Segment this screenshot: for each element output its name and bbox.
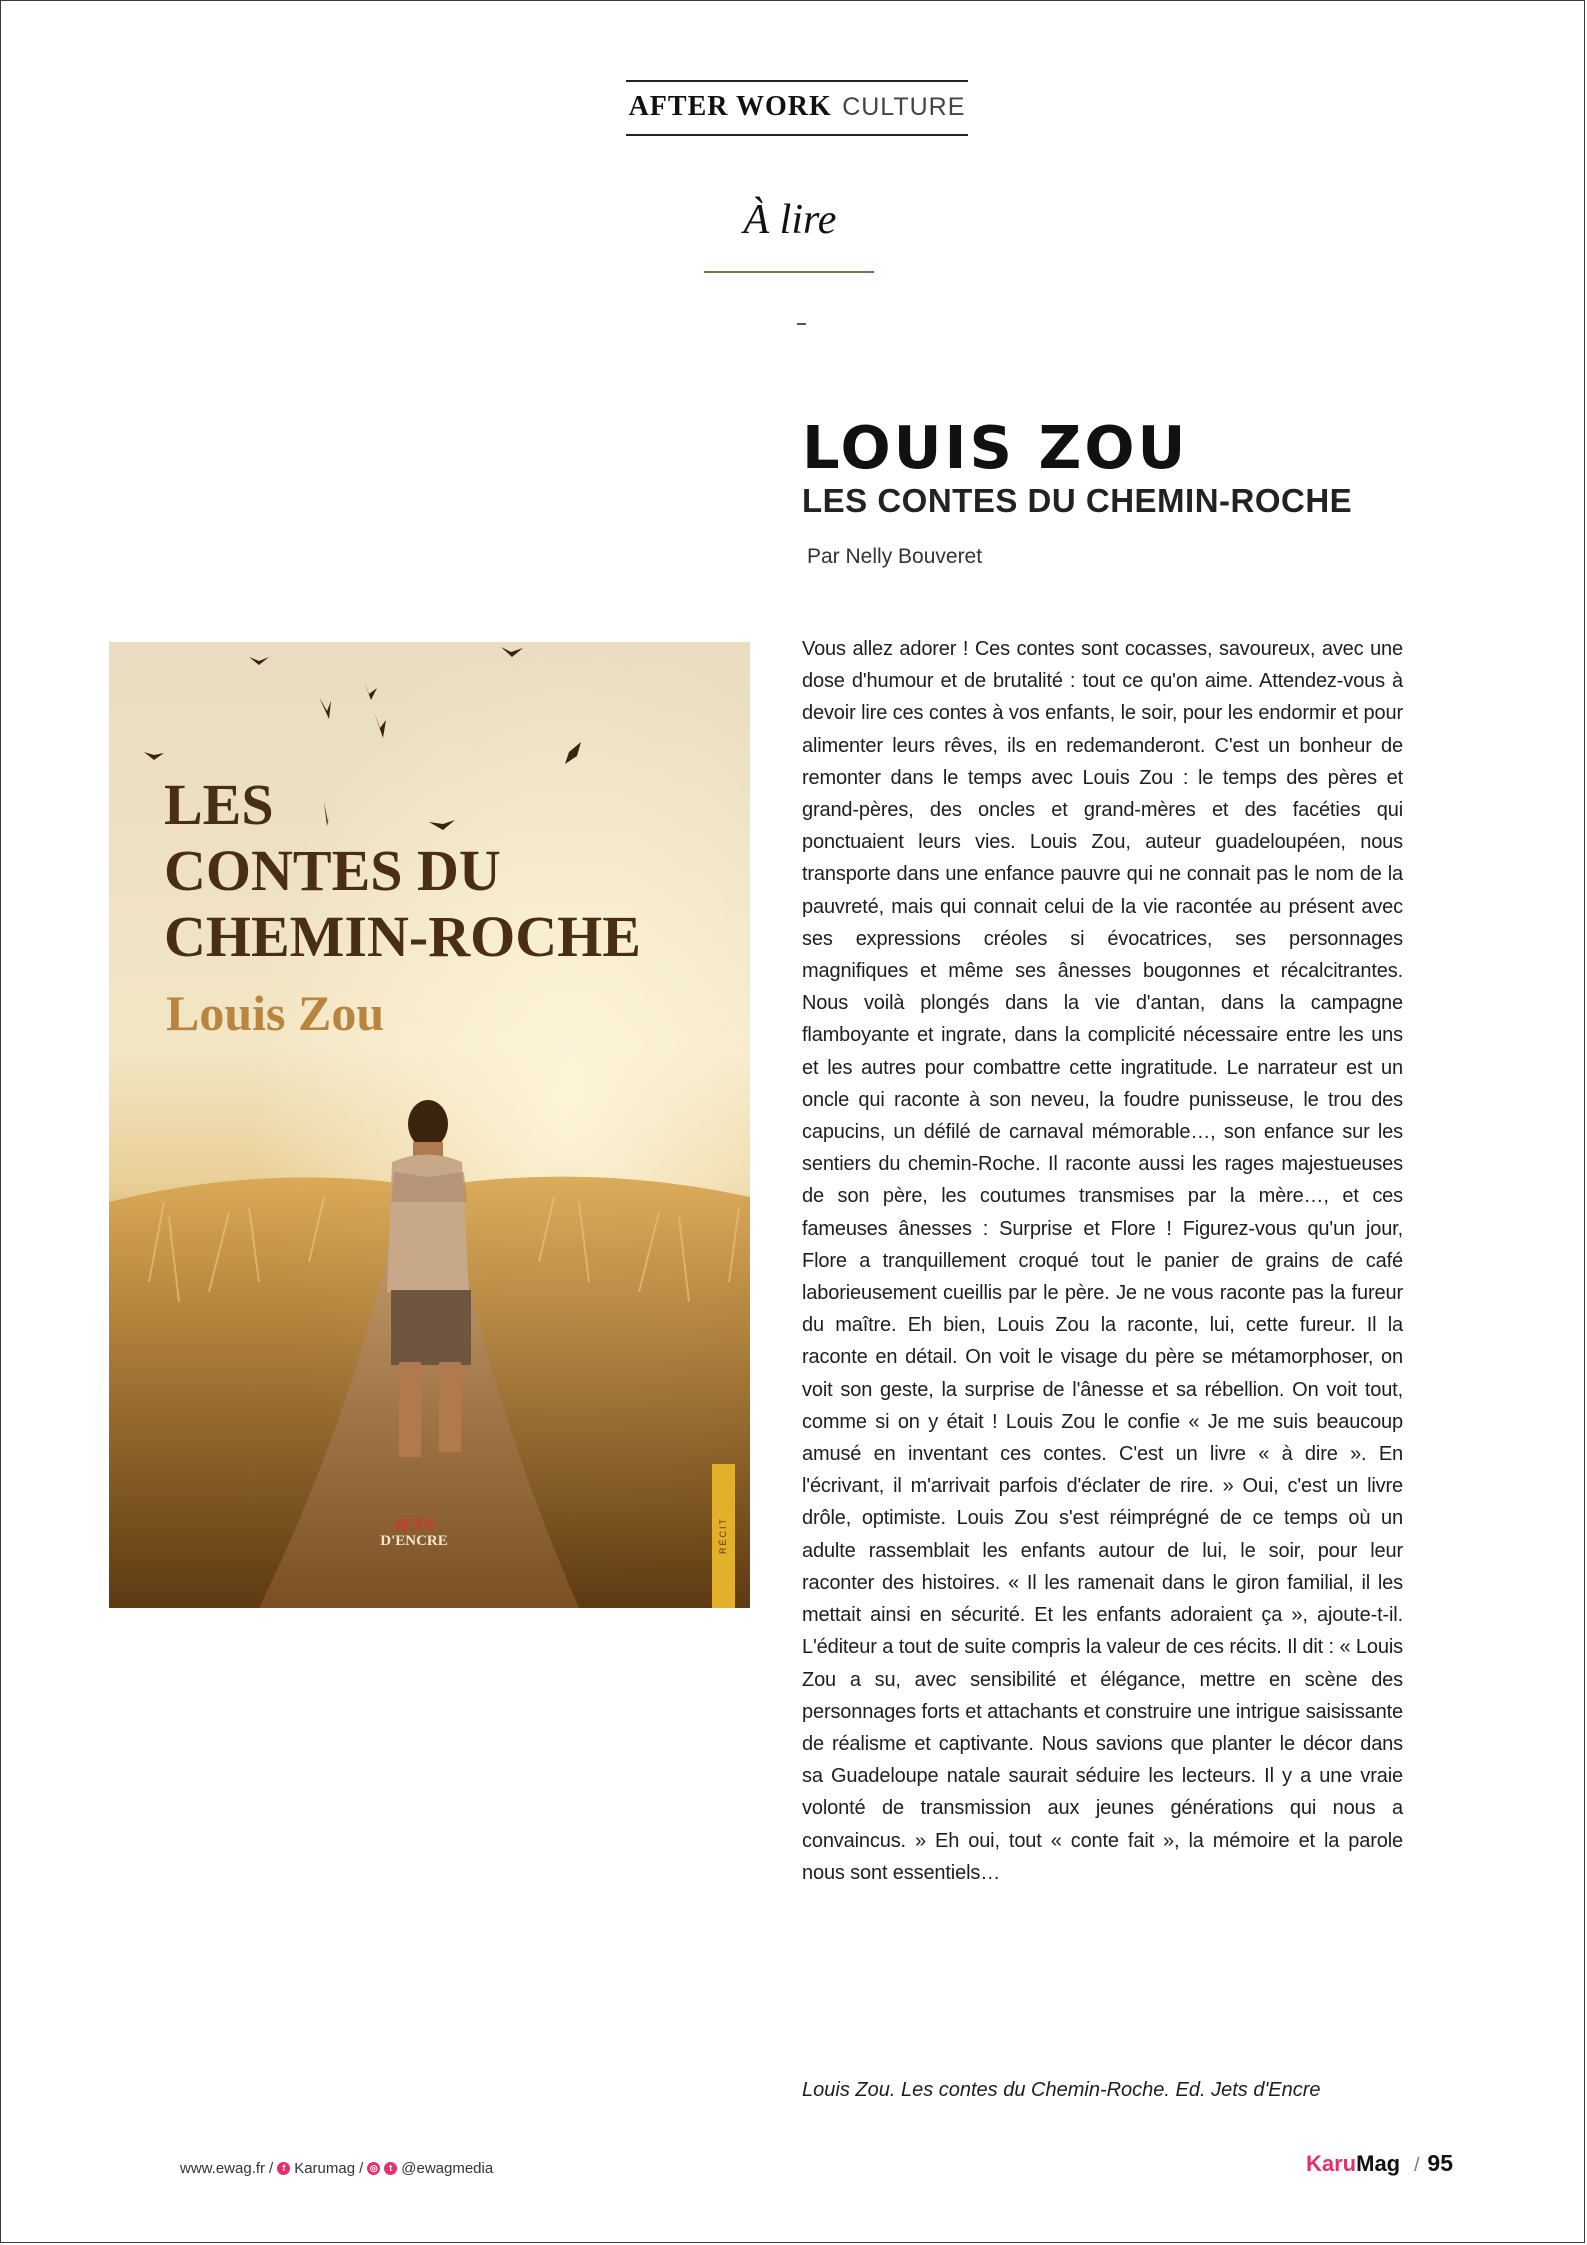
twitter-icon: t xyxy=(384,2162,397,2175)
footer-social xyxy=(180,2160,493,2177)
footer-separator: / xyxy=(359,2160,364,2177)
book-subtitle: LES CONTES DU CHEMIN-ROCHE xyxy=(802,482,1353,519)
publisher-logo xyxy=(359,1517,469,1549)
book-reference: Louis Zou. Les contes du Chemin-Roche. Ed. Jets d'Encre xyxy=(802,2079,1321,2101)
cover-title-line: CHEMIN-ROCHE xyxy=(164,904,641,969)
cover-title-line: LES xyxy=(164,772,274,837)
footer-brand xyxy=(1306,2150,1453,2177)
byline: Par Nelly Bouveret xyxy=(807,545,983,568)
article-title-block xyxy=(802,415,1422,521)
rubric-title: À lire xyxy=(743,197,837,243)
section-category: CULTURE xyxy=(842,93,966,121)
brand-logo-part2: Mag xyxy=(1356,2151,1401,2176)
genre-label: RÉCIT xyxy=(718,1517,728,1555)
separator-dash xyxy=(797,323,806,325)
footer-separator: / xyxy=(269,2160,274,2177)
brand-logo-part1: Karu xyxy=(1306,2151,1357,2176)
page-number: 95 xyxy=(1427,2150,1453,2176)
publisher-logo-bottom: D'ENCRE xyxy=(380,1533,448,1549)
cover-title-line: CONTES DU xyxy=(164,838,501,903)
cover-author: Louis Zou xyxy=(166,985,385,1041)
author-title: LOUIS ZOU xyxy=(802,413,1189,482)
article-body: Vous allez adorer ! Ces contes sont cocasses, savoureux, avec une dose d'humour et de brutalité : tout ce qu'on aime. Attendez-vous à devoir lire ces contes à vos enfants, le soir, pour les endormir et pour alimenter leurs rêves, ils en redemanderont. C'est un bonheur de remonter dans le temps avec Louis Zou : le temps des pères et grand-pères, des oncles et grand-mères et des facéties qui ponctuaient leurs vies. Louis Zou, auteur guadeloupéen, nous transporte dans une enfance pauvre qui ne connait pas le nom de la pauvreté, mais qui connait celui de la vie racontée au présent avec ses expressions créoles si évocatrices, ses personnages magnifiques et même ses ânesses bougonnes et récalcitrantes. Nous voilà plongés dans la vie d'antan, dans la campagne flamboyante et ingrate, dans la complicité nécessaire entre les uns et les autres pour combattre cette ingratitude. Le narrateur est un oncle qui raconte à son neveu, la foudre punisseuse, le trou des capucins, un défilé de carnaval mémorable…, son enfance sur les sentiers du chemin-Roche. Il raconte aussi les rages majestueuses de son père, les coutumes transmises par la mère…, et ces fameuses ânesses : Surprise et Flore ! Figurez-vous qu'un jour, Flore a tranquillement croqué tout le panier de grains de café laborieusement cueillis par le père. Je ne vous raconte pas la fureur du maître. Eh bien, Louis Zou la raconte, lui, cette fureur. Il la raconte en détail. On voit le visage du père se métamorphoser, on voit son geste, la surprise de l'ânesse et sa rébellion. On voit tout, comme si on y était ! Louis Zou le confie « Je me suis beaucoup amusé en inventant ces contes. C'est un livre « à dire ». En l'écrivant, il m'arrivait parfois d'éclater de rire. » Oui, c'est un livre drôle, optimiste. Louis Zou s'est réimprégné de ce temps où un adulte rassemblait les enfants autour de lui, le soir, pour leur raconter des histoires. « Il les ramenait dans le giron familial, il les mettait ainsi en sécurité. Et les enfants adoraient ça », ajoute-t-il. L'éditeur a tout de suite compris la valeur de ces récits. Il dit : « Louis Zou a su, avec sensibilité et élégance, mettre en scène des personnages forts et attachants et construire une intrigue saisissante de réalisme et captivante. Nous savions que planter le décor dans sa Guadeloupe natale saurait séduire les lecteurs. Il y a une vraie volonté de transmission aux jeunes générations qui nous a convaincus. » Eh oui, tout « conte fait », la mémoire et la parole nous sont essentiels… xyxy=(802,638,1403,1884)
facebook-icon: f xyxy=(277,2162,290,2175)
section-name: AFTER WORK xyxy=(628,91,832,122)
book-cover-image xyxy=(109,642,750,1608)
social-handle[interactable]: @ewagmedia xyxy=(401,2160,494,2177)
publisher-logo-top: JETS xyxy=(393,1515,435,1534)
cover-title xyxy=(164,772,641,970)
website-link[interactable]: www.ewag.fr xyxy=(180,2160,266,2177)
facebook-handle[interactable]: Karumag xyxy=(294,2160,356,2177)
page-separator: / xyxy=(1414,2155,1420,2176)
rubric-divider xyxy=(704,271,874,273)
section-header xyxy=(626,80,968,136)
instagram-icon: ◎ xyxy=(367,2162,380,2175)
